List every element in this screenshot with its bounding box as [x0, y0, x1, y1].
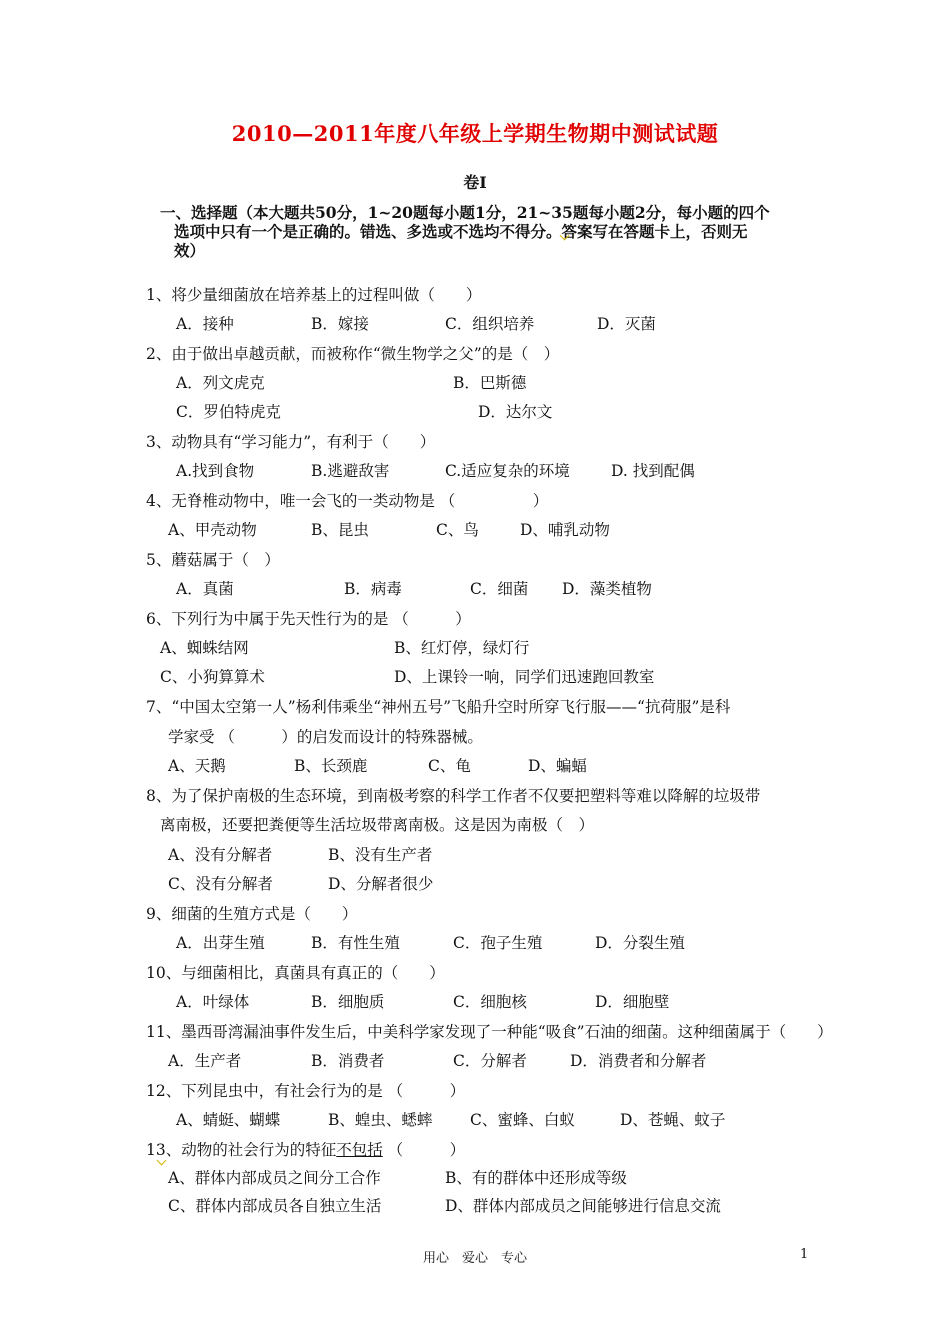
intro-line-3: 效）: [174, 241, 206, 260]
page-footer: 用心 爱心 专心: [422, 1251, 527, 1266]
option: A、蜘蛛结网: [160, 639, 249, 657]
question-stem: 11、墨西哥湾漏油事件发生后，中美科学家发现了一种能“吸食”石油的细菌。这种细菌属于（ ）: [146, 1023, 833, 1041]
option: D、哺乳动物: [520, 521, 610, 539]
question-stem: 3、动物具有“学习能力”，有利于（ ）: [146, 433, 436, 451]
option: C．细菌: [470, 580, 529, 598]
option: B．消费者: [311, 1052, 385, 1070]
option: C．组织培养: [445, 315, 535, 333]
exam-title: 2010—2011年度八年级上学期生物期中测试试题: [231, 121, 719, 146]
option: B、长颈鹿: [294, 757, 368, 775]
option: B.逃避敌害: [311, 462, 390, 480]
stem-blank: （ ）: [382, 1141, 466, 1159]
question-stem: 8、为了保护南极的生态环境，到南极考察的科学工作者不仅要把塑料等难以降解的垃圾带: [146, 787, 761, 805]
option: B．有性生殖: [311, 934, 400, 952]
option: C．孢子生殖: [453, 934, 543, 952]
option: D、上课铃一响，同学们迅速跑回教室: [394, 668, 655, 686]
option: A．列文虎克: [176, 374, 265, 392]
option: B．巴斯德: [453, 374, 527, 392]
option: D．细胞壁: [595, 993, 670, 1011]
option: C．罗伯特虎克: [176, 403, 281, 421]
page-number: 1: [800, 1247, 809, 1262]
question-stem: 1、将少量细菌放在培养基上的过程叫做（ ）: [146, 286, 482, 304]
option: D、蝙蝠: [528, 757, 587, 775]
option: A．叶绿体: [176, 993, 250, 1011]
option: B．病毒: [344, 580, 402, 598]
question-stem: 6、下列行为中属于先天性行为的是 （ ）: [146, 610, 471, 628]
option: D．藻类植物: [562, 580, 652, 598]
option: B．细胞质: [311, 993, 385, 1011]
question-stem: 9、细菌的生殖方式是（ ）: [146, 905, 358, 923]
option: D. 找到配偶: [611, 462, 695, 480]
option: C．细胞核: [453, 993, 527, 1011]
option: C.适应复杂的环境: [445, 462, 570, 480]
option: B、没有生产者: [328, 846, 433, 864]
question-stem-continued: 离南极，还要把粪便等生活垃圾带离南极。这是因为南极（ ）: [160, 816, 595, 834]
question-stem: 7、“中国太空第一人”杨利伟乘坐“神州五号”飞船升空时所穿飞行服——“抗荷服”是科: [146, 698, 731, 716]
question-stem: 5、蘑菇属于（ ）: [146, 551, 280, 569]
option: A．生产者: [168, 1052, 242, 1070]
underlined-keyword: 不包括: [336, 1141, 383, 1159]
option: D、群体内部成员之间能够进行信息交流: [445, 1197, 721, 1215]
option: C、鸟: [436, 521, 479, 539]
option: D、苍蝇、蚊子: [620, 1111, 726, 1129]
intro-line-1: 一、选择题（本大题共50分，1~20题每小题1分，21~35题每小题2分，每小题的四个: [160, 203, 770, 222]
option: A、群体内部成员之间分工合作: [168, 1169, 381, 1187]
option: D．消费者和分解者: [570, 1052, 707, 1070]
option: A、蜻蜓、蝴蝶: [176, 1111, 281, 1129]
option: A．接种: [176, 315, 234, 333]
option: D．达尔文: [478, 403, 553, 421]
option: A．真菌: [176, 580, 234, 598]
option: C、龟: [428, 757, 471, 775]
question-stem: 12、下列昆虫中，有社会行为的是 （ ）: [146, 1082, 466, 1100]
question-stem: 4、无脊椎动物中，唯一会飞的一类动物是 （ ）: [146, 492, 549, 510]
volume-label: 卷Ⅰ: [463, 173, 487, 192]
intro-line-2: 选项中只有一个是正确的。错选、多选或不选均不得分。答案写在答题卡上，否则无: [174, 222, 748, 241]
option: A、甲壳动物: [168, 521, 257, 539]
option: A、天鹅: [168, 757, 226, 775]
section-intro: [160, 203, 820, 260]
option: B、蝗虫、蟋蟀: [328, 1111, 433, 1129]
option: A．出芽生殖: [176, 934, 265, 952]
question-stem: [146, 1138, 465, 1160]
stem-text: 13、动物的社会行为的特征: [146, 1141, 337, 1159]
option: C、蜜蜂、白蚁: [470, 1111, 575, 1129]
option: B．嫁接: [311, 315, 369, 333]
option: B、有的群体中还形成等级: [445, 1169, 627, 1187]
option: A.找到食物: [176, 462, 255, 480]
question-stem-continued: 学家受 （ ）的启发而设计的特殊器械。: [168, 728, 483, 746]
option: C．分解者: [453, 1052, 527, 1070]
option: A、没有分解者: [168, 846, 273, 864]
option: D．分裂生殖: [595, 934, 685, 952]
option: C、小狗算算术: [160, 668, 265, 686]
option: B、昆虫: [311, 521, 369, 539]
option: B、红灯停，绿灯行: [394, 639, 530, 657]
option: D．灭菌: [597, 315, 656, 333]
option: C、没有分解者: [168, 875, 273, 893]
option: C、群体内部成员各自独立生活: [168, 1197, 382, 1215]
question-stem: 2、由于做出卓越贡献，而被称作“微生物学之父”的是（ ）: [146, 345, 560, 363]
question-stem: 10、与细菌相比，真菌具有真正的（ ）: [146, 964, 445, 982]
option: D、分解者很少: [328, 875, 434, 893]
